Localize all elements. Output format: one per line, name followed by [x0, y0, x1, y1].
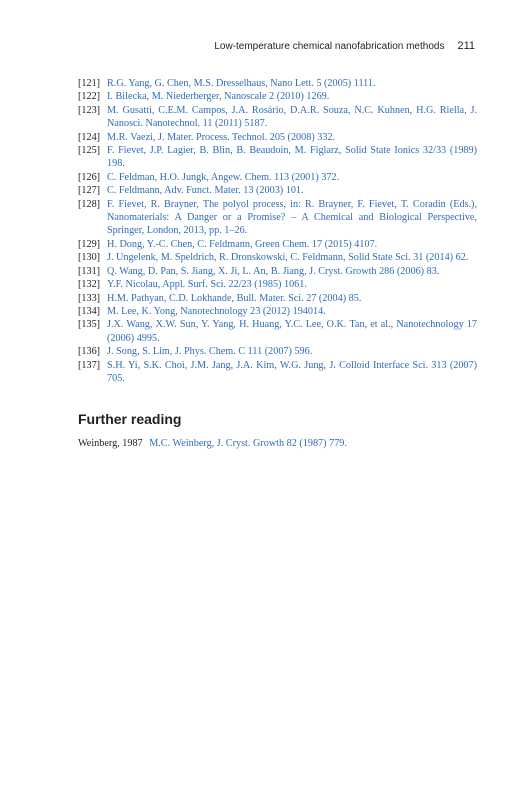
reference-citation-link[interactable]: J. Song, S. Lim, J. Phys. Chem. C 111 (2007) 596. [107, 346, 313, 358]
further-reading-heading: Further reading [78, 411, 182, 427]
reference-item [78, 238, 477, 251]
reference-number: [124] [78, 131, 101, 143]
reference-item [78, 292, 477, 305]
reference-citation-link[interactable]: R.G. Yang, G. Chen, M.S. Dresselhaus, Nano Lett. 5 (2005) 1111. [107, 78, 376, 89]
reference-number: [128] [78, 198, 101, 210]
reference-item [78, 265, 477, 278]
reference-number: [134] [78, 305, 101, 317]
reference-item [78, 251, 477, 264]
reference-number: [132] [78, 279, 101, 291]
reference-item [78, 305, 477, 318]
reference-citation-link[interactable]: S.H. Yi, S.K. Choi, J.M. Jang, J.A. Kim, W.G. Jung, J. Colloid Interface Sci. 313 (2007) 705. [107, 359, 477, 384]
reference-number: [127] [78, 185, 101, 197]
reference-list [78, 77, 477, 385]
reference-citation-link[interactable]: J. Ungelenk, M. Speldrich, R. Dronskowski, C. Feldmann, Solid State Sci. 31 (2014) 62. [107, 252, 469, 264]
reference-item [78, 278, 477, 291]
reference-citation-link[interactable]: J.X. Wang, X.W. Sun, Y. Yang, H. Huang, Y.C. Lee, O.K. Tan, et al., Nanotechnology 17 (2006) 4995. [107, 319, 477, 344]
reference-item [78, 131, 477, 144]
reference-item [78, 184, 477, 197]
page-number: 211 [457, 40, 475, 52]
reference-citation-link[interactable]: M.R. Vaezi, J. Mater. Process. Technol. 205 (2008) 332. [107, 131, 336, 143]
reference-number: [131] [78, 265, 101, 277]
reference-item [78, 345, 477, 358]
reference-number: [129] [78, 238, 101, 250]
reference-number: [135] [78, 319, 101, 331]
reference-citation-link[interactable]: H. Dong, Y.-C. Chen, C. Feldmann, Green Chem. 17 (2015) 4107. [107, 238, 378, 250]
reference-number: [136] [78, 346, 101, 358]
reference-citation-link[interactable]: H.M. Pathyan, C.D. Lokhande, Bull. Mater. Sci. 27 (2004) 85. [107, 292, 362, 304]
reference-citation-link[interactable]: F. Fievet, R. Brayner, The polyol process, in: R. Brayner, F. Fievet, T. Coradin (Eds.), Nanomaterials: A Danger or a Promise? – A Chemical and Biological Perspective, Springer, London, 2013, pp. 1–26. [107, 198, 477, 237]
reference-item [78, 359, 477, 386]
further-reading-citation-link[interactable]: M.C. Weinberg, J. Cryst. Growth 82 (1987) 779. [149, 438, 347, 449]
reference-number: [130] [78, 252, 101, 264]
reference-citation-link[interactable]: C. Feldmann, Adv. Funct. Mater. 13 (2003) 101. [107, 185, 304, 197]
reference-citation-link[interactable]: Y.F. Nicolau, Appl. Surf. Sci. 22/23 (1985) 1061. [107, 279, 307, 291]
reference-item [78, 198, 477, 238]
reference-item [78, 318, 477, 345]
running-title: Low-temperature chemical nanofabrication methods [214, 41, 445, 52]
reference-number: [122] [78, 91, 101, 103]
reference-citation-link[interactable]: C. Feldman, H.O. Jungk, Angew. Chem. 113 (2001) 372. [107, 171, 340, 183]
reference-number: [121] [78, 78, 101, 89]
reference-citation-link[interactable]: M. Lee, K. Yong, Nanotechnology 23 (2012) 194014. [107, 305, 326, 317]
reference-item [78, 171, 477, 184]
reference-citation-link[interactable]: F. Fievet, J.P. Lagier, B. Blin, B. Beaudoin, M. Figlarz, Solid State Ionics 32/33 (1989) 198. [107, 145, 477, 170]
reference-item [78, 90, 477, 103]
reference-number: [126] [78, 171, 101, 183]
reference-number: [133] [78, 292, 101, 304]
reference-citation-link[interactable]: I. Bilecka, M. Niederberger, Nanoscale 2 (2010) 1269. [107, 91, 330, 103]
reference-citation-link[interactable]: M. Gusatti, C.E.M. Campos, J.A. Rosário, D.A.R. Souza, N.C. Kuhnen, H.G. Riella, J. Nanosci. Nanotechnol. 11 (2011) 5187. [107, 104, 477, 130]
reference-number: [123] [78, 104, 101, 116]
reference-number: [137] [78, 359, 101, 371]
reference-item [78, 77, 477, 90]
further-reading-key: Weinberg, 1987 [78, 438, 143, 449]
reference-item [78, 144, 477, 171]
running-header [78, 40, 475, 52]
reference-item [78, 104, 477, 131]
further-reading-item [78, 437, 347, 450]
reference-citation-link[interactable]: Q. Wang, D. Pan, S. Jiang, X. Ji, L. An, B. Jiang, J. Cryst. Growth 286 (2006) 83. [107, 265, 440, 277]
reference-number: [125] [78, 145, 101, 157]
